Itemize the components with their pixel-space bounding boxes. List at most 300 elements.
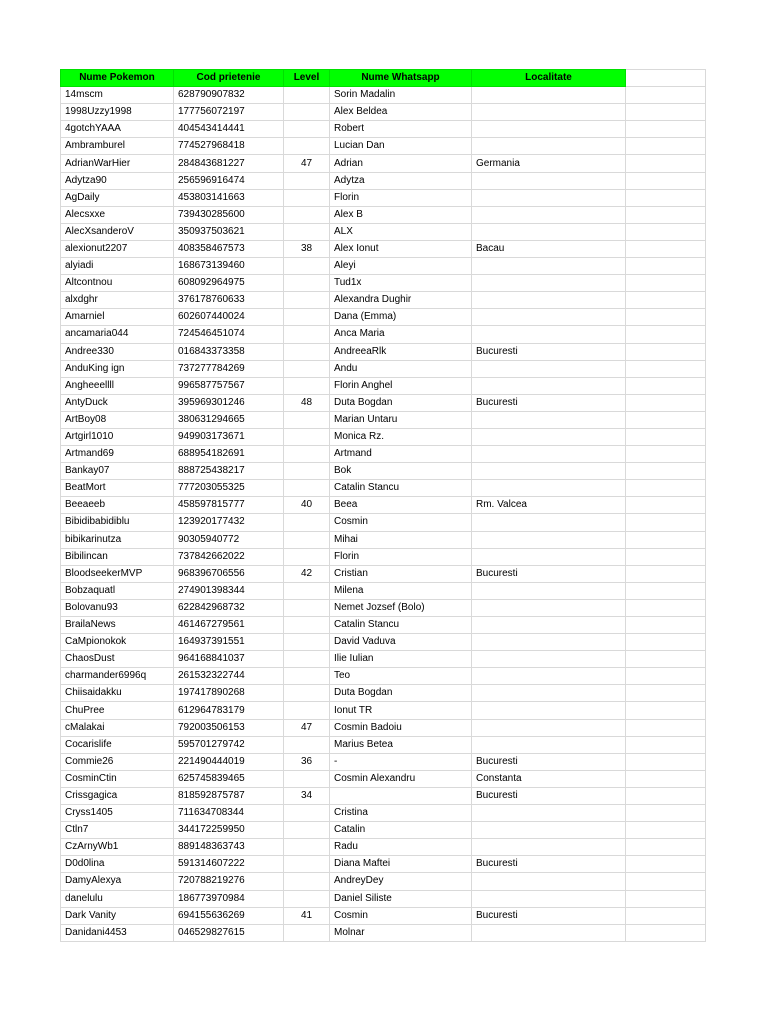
- nume-whatsapp-cell: Catalin Stancu: [330, 480, 472, 497]
- localitate-cell: [472, 668, 626, 685]
- cod-prietenie-cell: 996587757567: [174, 377, 284, 394]
- empty-cell: [626, 548, 706, 565]
- level-cell: [284, 617, 330, 634]
- level-cell: [284, 377, 330, 394]
- empty-cell: [626, 839, 706, 856]
- empty-cell: [626, 651, 706, 668]
- table-row: [61, 634, 706, 651]
- cod-prietenie-cell: 737842662022: [174, 548, 284, 565]
- level-cell: [284, 189, 330, 206]
- table-row: [61, 548, 706, 565]
- empty-cell: [626, 565, 706, 582]
- nume-whatsapp-cell: AndreyDey: [330, 873, 472, 890]
- table-row: [61, 565, 706, 582]
- nume-pokemon-cell: CzArnyWb1: [61, 839, 174, 856]
- empty-cell: [626, 87, 706, 104]
- empty-cell: [626, 702, 706, 719]
- empty-cell: [626, 206, 706, 223]
- localitate-cell: [472, 463, 626, 480]
- nume-pokemon-cell: charmander6996q: [61, 668, 174, 685]
- nume-whatsapp-cell: Alex Ionut: [330, 240, 472, 257]
- level-cell: [284, 343, 330, 360]
- table-row: [61, 839, 706, 856]
- cod-prietenie-cell: 261532322744: [174, 668, 284, 685]
- empty-cell: [626, 480, 706, 497]
- cod-prietenie-cell: 453803141663: [174, 189, 284, 206]
- localitate-cell: [472, 104, 626, 121]
- localitate-cell: [472, 822, 626, 839]
- nume-pokemon-cell: Andree330: [61, 343, 174, 360]
- cod-prietenie-cell: 720788219276: [174, 873, 284, 890]
- localitate-cell: [472, 651, 626, 668]
- table-row: [61, 309, 706, 326]
- level-cell: [284, 548, 330, 565]
- nume-whatsapp-cell: Sorin Madalin: [330, 87, 472, 104]
- cod-prietenie-cell: 177756072197: [174, 104, 284, 121]
- table-row: [61, 87, 706, 104]
- nume-whatsapp-cell: Anca Maria: [330, 326, 472, 343]
- level-cell: [284, 924, 330, 941]
- localitate-cell: [472, 206, 626, 223]
- level-cell: 48: [284, 394, 330, 411]
- nume-whatsapp-cell: Diana Maftei: [330, 856, 472, 873]
- table-row: [61, 121, 706, 138]
- cod-prietenie-cell: 186773970984: [174, 890, 284, 907]
- empty-cell: [626, 411, 706, 428]
- table-row: [61, 411, 706, 428]
- localitate-cell: [472, 275, 626, 292]
- nume-pokemon-cell: danelulu: [61, 890, 174, 907]
- empty-cell: [626, 531, 706, 548]
- table-row: [61, 172, 706, 189]
- cod-prietenie-cell: 256596916474: [174, 172, 284, 189]
- empty-cell: [626, 582, 706, 599]
- empty-cell: [626, 172, 706, 189]
- localitate-cell: Rm. Valcea: [472, 497, 626, 514]
- empty-cell: [626, 856, 706, 873]
- localitate-cell: Bucuresti: [472, 856, 626, 873]
- localitate-cell: Bucuresti: [472, 343, 626, 360]
- nume-whatsapp-cell: Marian Untaru: [330, 411, 472, 428]
- empty-cell: [626, 360, 706, 377]
- localitate-cell: [472, 309, 626, 326]
- localitate-cell: [472, 599, 626, 616]
- empty-cell: [626, 189, 706, 206]
- table-row: [61, 326, 706, 343]
- level-cell: [284, 292, 330, 309]
- localitate-cell: Bucuresti: [472, 753, 626, 770]
- header-localitate: Localitate: [472, 70, 626, 87]
- level-cell: [284, 428, 330, 445]
- cod-prietenie-cell: 622842968732: [174, 599, 284, 616]
- nume-pokemon-cell: Bobzaquatl: [61, 582, 174, 599]
- empty-cell: [626, 497, 706, 514]
- localitate-cell: [472, 702, 626, 719]
- level-cell: 38: [284, 240, 330, 257]
- nume-whatsapp-cell: Alex Beldea: [330, 104, 472, 121]
- localitate-cell: Bucuresti: [472, 565, 626, 582]
- level-cell: [284, 121, 330, 138]
- nume-pokemon-cell: 1998Uzzy1998: [61, 104, 174, 121]
- cod-prietenie-cell: 591314607222: [174, 856, 284, 873]
- localitate-cell: [472, 258, 626, 275]
- empty-cell: [626, 104, 706, 121]
- cod-prietenie-cell: 737277784269: [174, 360, 284, 377]
- cod-prietenie-cell: 612964783179: [174, 702, 284, 719]
- nume-pokemon-cell: Bibilincan: [61, 548, 174, 565]
- table-row: [61, 770, 706, 787]
- header-nume-whatsapp: Nume Whatsapp: [330, 70, 472, 87]
- level-cell: [284, 480, 330, 497]
- table-row: [61, 292, 706, 309]
- empty-cell: [626, 617, 706, 634]
- localitate-cell: [472, 411, 626, 428]
- nume-whatsapp-cell: AndreeaRlk: [330, 343, 472, 360]
- nume-whatsapp-cell: [330, 787, 472, 804]
- table-row: [61, 890, 706, 907]
- table-row: [61, 805, 706, 822]
- level-cell: [284, 634, 330, 651]
- level-cell: [284, 822, 330, 839]
- localitate-cell: [472, 736, 626, 753]
- empty-cell: [626, 223, 706, 240]
- nume-pokemon-cell: CosminCtin: [61, 770, 174, 787]
- nume-pokemon-cell: Alecsxxe: [61, 206, 174, 223]
- empty-cell: [626, 258, 706, 275]
- localitate-cell: [472, 377, 626, 394]
- empty-cell: [626, 890, 706, 907]
- empty-cell: [626, 787, 706, 804]
- nume-pokemon-cell: Beeaeeb: [61, 497, 174, 514]
- nume-pokemon-cell: 4gotchYAAA: [61, 121, 174, 138]
- localitate-cell: Germania: [472, 155, 626, 172]
- localitate-cell: [472, 138, 626, 155]
- nume-pokemon-cell: Cocarislife: [61, 736, 174, 753]
- table-row: [61, 360, 706, 377]
- localitate-cell: [472, 87, 626, 104]
- nume-whatsapp-cell: Nemet Jozsef (Bolo): [330, 599, 472, 616]
- nume-pokemon-cell: Chiisaidakku: [61, 685, 174, 702]
- level-cell: [284, 360, 330, 377]
- localitate-cell: [472, 924, 626, 941]
- cod-prietenie-cell: 197417890268: [174, 685, 284, 702]
- level-cell: [284, 702, 330, 719]
- nume-whatsapp-cell: Dana (Emma): [330, 309, 472, 326]
- level-cell: [284, 599, 330, 616]
- table-row: [61, 206, 706, 223]
- level-cell: [284, 856, 330, 873]
- table-row: [61, 223, 706, 240]
- empty-cell: [626, 446, 706, 463]
- cod-prietenie-cell: 221490444019: [174, 753, 284, 770]
- level-cell: 40: [284, 497, 330, 514]
- localitate-cell: [472, 360, 626, 377]
- cod-prietenie-cell: 628790907832: [174, 87, 284, 104]
- table-row: [61, 702, 706, 719]
- localitate-cell: [472, 805, 626, 822]
- nume-pokemon-cell: AnduKing ign: [61, 360, 174, 377]
- nume-whatsapp-cell: Duta Bogdan: [330, 394, 472, 411]
- table-row: [61, 668, 706, 685]
- nume-pokemon-cell: bibikarinutza: [61, 531, 174, 548]
- nume-pokemon-cell: Ctln7: [61, 822, 174, 839]
- nume-whatsapp-cell: Florin Anghel: [330, 377, 472, 394]
- table-row: [61, 873, 706, 890]
- level-cell: [284, 258, 330, 275]
- nume-pokemon-cell: alyiadi: [61, 258, 174, 275]
- empty-cell: [626, 924, 706, 941]
- nume-pokemon-cell: AgDaily: [61, 189, 174, 206]
- empty-cell: [626, 685, 706, 702]
- level-cell: [284, 223, 330, 240]
- cod-prietenie-cell: 968396706556: [174, 565, 284, 582]
- nume-whatsapp-cell: Robert: [330, 121, 472, 138]
- level-cell: [284, 582, 330, 599]
- nume-whatsapp-cell: Monica Rz.: [330, 428, 472, 445]
- nume-whatsapp-cell: Bok: [330, 463, 472, 480]
- localitate-cell: Bacau: [472, 240, 626, 257]
- nume-pokemon-cell: Artmand69: [61, 446, 174, 463]
- level-cell: [284, 736, 330, 753]
- cod-prietenie-cell: 608092964975: [174, 275, 284, 292]
- nume-whatsapp-cell: Cosmin Alexandru: [330, 770, 472, 787]
- nume-whatsapp-cell: Florin: [330, 548, 472, 565]
- cod-prietenie-cell: 964168841037: [174, 651, 284, 668]
- table-row: [61, 463, 706, 480]
- table-row: [61, 275, 706, 292]
- nume-pokemon-cell: DamyAlexya: [61, 873, 174, 890]
- cod-prietenie-cell: 461467279561: [174, 617, 284, 634]
- level-cell: [284, 326, 330, 343]
- level-cell: [284, 463, 330, 480]
- nume-whatsapp-cell: Cosmin Badoiu: [330, 719, 472, 736]
- level-cell: [284, 685, 330, 702]
- localitate-cell: [472, 189, 626, 206]
- level-cell: [284, 651, 330, 668]
- nume-whatsapp-cell: Andu: [330, 360, 472, 377]
- nume-pokemon-cell: BrailaNews: [61, 617, 174, 634]
- header-nume-pokemon: Nume Pokemon: [61, 70, 174, 87]
- cod-prietenie-cell: 404543414441: [174, 121, 284, 138]
- localitate-cell: [472, 531, 626, 548]
- empty-cell: [626, 719, 706, 736]
- nume-whatsapp-cell: Marius Betea: [330, 736, 472, 753]
- nume-whatsapp-cell: Adrian: [330, 155, 472, 172]
- level-cell: 36: [284, 753, 330, 770]
- nume-whatsapp-cell: David Vaduva: [330, 634, 472, 651]
- table-row: [61, 240, 706, 257]
- empty-cell: [626, 292, 706, 309]
- nume-pokemon-cell: cMalakai: [61, 719, 174, 736]
- nume-pokemon-cell: ChaosDust: [61, 651, 174, 668]
- empty-cell: [626, 138, 706, 155]
- localitate-cell: [472, 223, 626, 240]
- nume-whatsapp-cell: -: [330, 753, 472, 770]
- localitate-cell: [472, 480, 626, 497]
- nume-whatsapp-cell: Catalin: [330, 822, 472, 839]
- nume-pokemon-cell: Danidani4453: [61, 924, 174, 941]
- localitate-cell: Bucuresti: [472, 907, 626, 924]
- nume-pokemon-cell: Cryss1405: [61, 805, 174, 822]
- nume-whatsapp-cell: Aleyi: [330, 258, 472, 275]
- cod-prietenie-cell: 595701279742: [174, 736, 284, 753]
- localitate-cell: [472, 890, 626, 907]
- empty-cell: [626, 753, 706, 770]
- localitate-cell: [472, 292, 626, 309]
- localitate-cell: [472, 839, 626, 856]
- cod-prietenie-cell: 711634708344: [174, 805, 284, 822]
- localitate-cell: [472, 121, 626, 138]
- nume-pokemon-cell: alexionut2207: [61, 240, 174, 257]
- cod-prietenie-cell: 458597815777: [174, 497, 284, 514]
- empty-cell: [626, 822, 706, 839]
- cod-prietenie-cell: 774527968418: [174, 138, 284, 155]
- table-row: [61, 446, 706, 463]
- nume-pokemon-cell: Dark Vanity: [61, 907, 174, 924]
- cod-prietenie-cell: 739430285600: [174, 206, 284, 223]
- table-row: [61, 736, 706, 753]
- table-row: [61, 531, 706, 548]
- localitate-cell: [472, 514, 626, 531]
- nume-pokemon-cell: AlecXsanderoV: [61, 223, 174, 240]
- table-row: [61, 719, 706, 736]
- nume-whatsapp-cell: Cristina: [330, 805, 472, 822]
- table-row: [61, 258, 706, 275]
- table-row: [61, 394, 706, 411]
- empty-cell: [626, 463, 706, 480]
- table-row: [61, 753, 706, 770]
- level-cell: [284, 514, 330, 531]
- header-cod-prietenie: Cod prietenie: [174, 70, 284, 87]
- cod-prietenie-cell: 888725438217: [174, 463, 284, 480]
- level-cell: [284, 172, 330, 189]
- cod-prietenie-cell: 625745839465: [174, 770, 284, 787]
- cod-prietenie-cell: 889148363743: [174, 839, 284, 856]
- level-cell: 41: [284, 907, 330, 924]
- empty-cell: [626, 343, 706, 360]
- table-row: [61, 599, 706, 616]
- nume-pokemon-cell: Adytza90: [61, 172, 174, 189]
- level-cell: [284, 446, 330, 463]
- cod-prietenie-cell: 046529827615: [174, 924, 284, 941]
- cod-prietenie-cell: 818592875787: [174, 787, 284, 804]
- level-cell: [284, 805, 330, 822]
- nume-pokemon-cell: Angheeellll: [61, 377, 174, 394]
- localitate-cell: [472, 326, 626, 343]
- table-row: [61, 787, 706, 804]
- level-cell: [284, 309, 330, 326]
- level-cell: [284, 531, 330, 548]
- level-cell: [284, 87, 330, 104]
- localitate-cell: [472, 617, 626, 634]
- table-row: [61, 480, 706, 497]
- level-cell: [284, 873, 330, 890]
- table-row: [61, 104, 706, 121]
- cod-prietenie-cell: 164937391551: [174, 634, 284, 651]
- nume-whatsapp-cell: Artmand: [330, 446, 472, 463]
- cod-prietenie-cell: 016843373358: [174, 343, 284, 360]
- localitate-cell: [472, 685, 626, 702]
- nume-whatsapp-cell: Radu: [330, 839, 472, 856]
- empty-cell: [626, 805, 706, 822]
- empty-cell: [626, 668, 706, 685]
- nume-whatsapp-cell: Molnar: [330, 924, 472, 941]
- localitate-cell: [472, 873, 626, 890]
- table-row: [61, 189, 706, 206]
- localitate-cell: [472, 548, 626, 565]
- localitate-cell: Constanta: [472, 770, 626, 787]
- level-cell: [284, 890, 330, 907]
- cod-prietenie-cell: 395969301246: [174, 394, 284, 411]
- nume-whatsapp-cell: Mihai: [330, 531, 472, 548]
- nume-whatsapp-cell: Cristian: [330, 565, 472, 582]
- nume-pokemon-cell: ChuPree: [61, 702, 174, 719]
- nume-pokemon-cell: Artgirl1010: [61, 428, 174, 445]
- nume-whatsapp-cell: Catalin Stancu: [330, 617, 472, 634]
- cod-prietenie-cell: 408358467573: [174, 240, 284, 257]
- nume-pokemon-cell: BeatMort: [61, 480, 174, 497]
- level-cell: 42: [284, 565, 330, 582]
- empty-cell: [626, 309, 706, 326]
- nume-whatsapp-cell: Lucian Dan: [330, 138, 472, 155]
- level-cell: [284, 411, 330, 428]
- nume-pokemon-cell: AntyDuck: [61, 394, 174, 411]
- table-row: [61, 582, 706, 599]
- nume-pokemon-cell: 14mscm: [61, 87, 174, 104]
- nume-pokemon-cell: Bankay07: [61, 463, 174, 480]
- level-cell: [284, 206, 330, 223]
- localitate-cell: Bucuresti: [472, 787, 626, 804]
- empty-cell: [626, 634, 706, 651]
- cod-prietenie-cell: 168673139460: [174, 258, 284, 275]
- friend-codes-table: [60, 69, 706, 942]
- empty-cell: [626, 326, 706, 343]
- empty-cell: [626, 428, 706, 445]
- level-cell: [284, 668, 330, 685]
- level-cell: [284, 104, 330, 121]
- empty-cell: [626, 770, 706, 787]
- cod-prietenie-cell: 380631294665: [174, 411, 284, 428]
- table-row: [61, 155, 706, 172]
- nume-whatsapp-cell: Florin: [330, 189, 472, 206]
- cod-prietenie-cell: 284843681227: [174, 155, 284, 172]
- nume-whatsapp-cell: Ionut TR: [330, 702, 472, 719]
- level-cell: [284, 138, 330, 155]
- cod-prietenie-cell: 376178760633: [174, 292, 284, 309]
- nume-pokemon-cell: Bibidibabidiblu: [61, 514, 174, 531]
- nume-whatsapp-cell: Teo: [330, 668, 472, 685]
- nume-pokemon-cell: Ambramburel: [61, 138, 174, 155]
- header-row: [61, 70, 706, 87]
- nume-whatsapp-cell: Adytza: [330, 172, 472, 189]
- nume-whatsapp-cell: Alex B: [330, 206, 472, 223]
- cod-prietenie-cell: 724546451074: [174, 326, 284, 343]
- cod-prietenie-cell: 350937503621: [174, 223, 284, 240]
- empty-cell: [626, 873, 706, 890]
- level-cell: [284, 839, 330, 856]
- table-row: [61, 685, 706, 702]
- table-row: [61, 497, 706, 514]
- nume-whatsapp-cell: Alexandra Dughir: [330, 292, 472, 309]
- cod-prietenie-cell: 602607440024: [174, 309, 284, 326]
- header-level: Level: [284, 70, 330, 87]
- empty-cell: [626, 394, 706, 411]
- nume-pokemon-cell: Bolovanu93: [61, 599, 174, 616]
- nume-pokemon-cell: ArtBoy08: [61, 411, 174, 428]
- nume-whatsapp-cell: Milena: [330, 582, 472, 599]
- localitate-cell: [472, 446, 626, 463]
- localitate-cell: [472, 172, 626, 189]
